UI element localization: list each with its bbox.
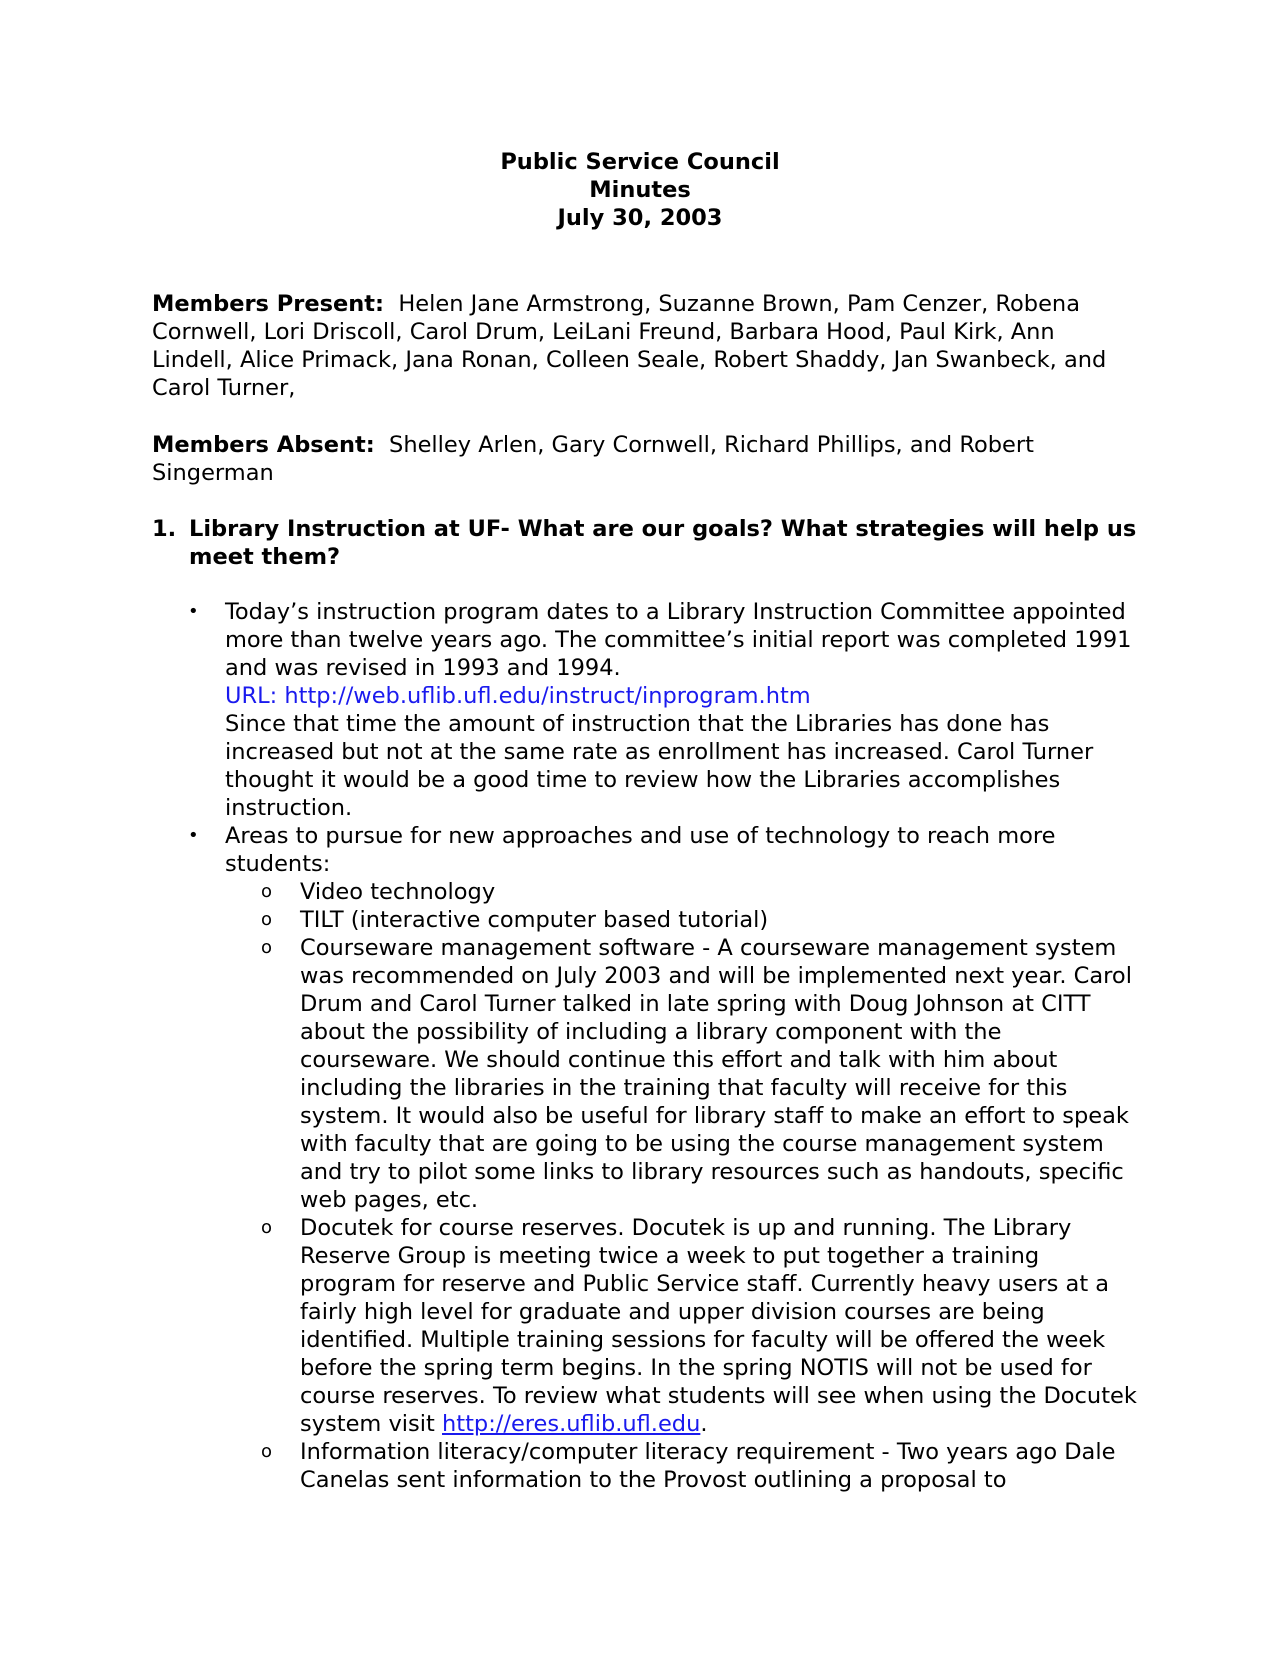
members-absent-label: Members Absent: — [152, 432, 375, 458]
bullet-list — [152, 598, 1142, 1494]
sub-item-docutek — [152, 1214, 1142, 1438]
bullet-item-new-approaches — [152, 822, 1142, 878]
members-present-names: Helen Jane Armstrong, Suzanne Brown, Pam Cenzer, Robena Cornwell, Lori Driscoll, Carol Drum, LeiLani Freund, Barbara Hood, Paul Kirk, Ann Lindell, Alice Primack, Jana Ronan, Colleen Seale, Robert Shaddy, Jan Swanbeck, and Carol Turner, — [152, 291, 1107, 401]
members-absent-names: Shelley Arlen, Gary Cornwell, Richard Phillips, and Robert Singerman — [152, 432, 1034, 486]
sub-item-tilt — [152, 906, 1142, 934]
sub-item-courseware — [152, 934, 1142, 1214]
instruction-url-text: URL: http://web.uflib.ufl.edu/instruct/inprogram.htm — [225, 683, 811, 709]
sub-list — [152, 878, 1142, 1494]
sub-item-literacy — [152, 1438, 1142, 1494]
sub-item-video — [152, 878, 1142, 906]
section-heading — [152, 515, 1142, 571]
sub-item-text: Information literacy/computer literacy requirement - Two years ago Dale Canelas sent information to the Provost outlining a proposal to — [300, 1439, 1116, 1493]
members-absent-paragraph — [152, 431, 1142, 487]
title-line-council: Public Service Council — [500, 149, 780, 175]
section-heading-text: Library Instruction at UF- What are our goals? What strategies will help us meet them? — [189, 516, 1137, 570]
sub-item-text: Courseware management software - A courseware management system was recommended on July 2003 and will be implemented next year. Carol Drum and Carol Turner talked in late spring with Doug Johnson at CITT about the possibility of including a library component with the courseware. We should continue this effort and talk with him about including the libraries in the training that faculty will receive for this system. It would also be useful for library staff to make an effort to speak with faculty that are going to be using the course management system and try to pilot some links to library resources such as handouts, specific web pages, etc. — [300, 935, 1132, 1213]
sub-marker: o — [261, 937, 273, 958]
sub-marker: o — [261, 881, 273, 902]
bullet-marker: • — [188, 601, 199, 622]
title-line-date: July 30, 2003 — [557, 205, 723, 231]
document-title-block — [0, 148, 1280, 232]
members-present-label: Members Present: — [152, 291, 385, 317]
sub-item-text: TILT (interactive computer based tutorial) — [300, 907, 769, 933]
bullet-text: Areas to pursue for new approaches and use of technology to reach more students: — [225, 823, 1056, 877]
members-present-paragraph — [152, 290, 1142, 402]
title-line-minutes: Minutes — [589, 177, 691, 203]
sub-item-text: Video technology — [300, 879, 496, 905]
sub-marker: o — [261, 1441, 273, 1462]
sub-item-period: . — [700, 1411, 708, 1437]
bullet-text: Since that time the amount of instruction that the Libraries has done has increased but not at the same rate as enrollment has increased. Carol Turner thought it would be a good time to review how the Libraries accomplishes instruction. — [225, 711, 1094, 821]
sub-marker: o — [261, 1217, 273, 1238]
sub-item-text: Docutek for course reserves. Docutek is up and running. The Library Reserve Group is meeting twice a week to put together a training program for reserve and Public Service staff. Currently heavy users at a fairly high level for graduate and upper division courses are being identified. Multiple training sessions for faculty will be offered the week before the spring term begins. In the spring NOTIS will not be used for course reserves. To review what students will see when using the Docutek system visit — [300, 1215, 1137, 1437]
section-number: 1. — [152, 516, 177, 542]
sub-marker: o — [261, 909, 273, 930]
bullet-item-instruction-history — [152, 598, 1142, 822]
bullet-marker: • — [188, 825, 199, 846]
bullet-text: Today’s instruction program dates to a Library Instruction Committee appointed more than twelve years ago. The committee’s initial report was completed 1991 and was revised in 1993 and 1994. — [225, 599, 1132, 681]
eres-link[interactable]: http://eres.uflib.ufl.edu — [442, 1411, 701, 1437]
